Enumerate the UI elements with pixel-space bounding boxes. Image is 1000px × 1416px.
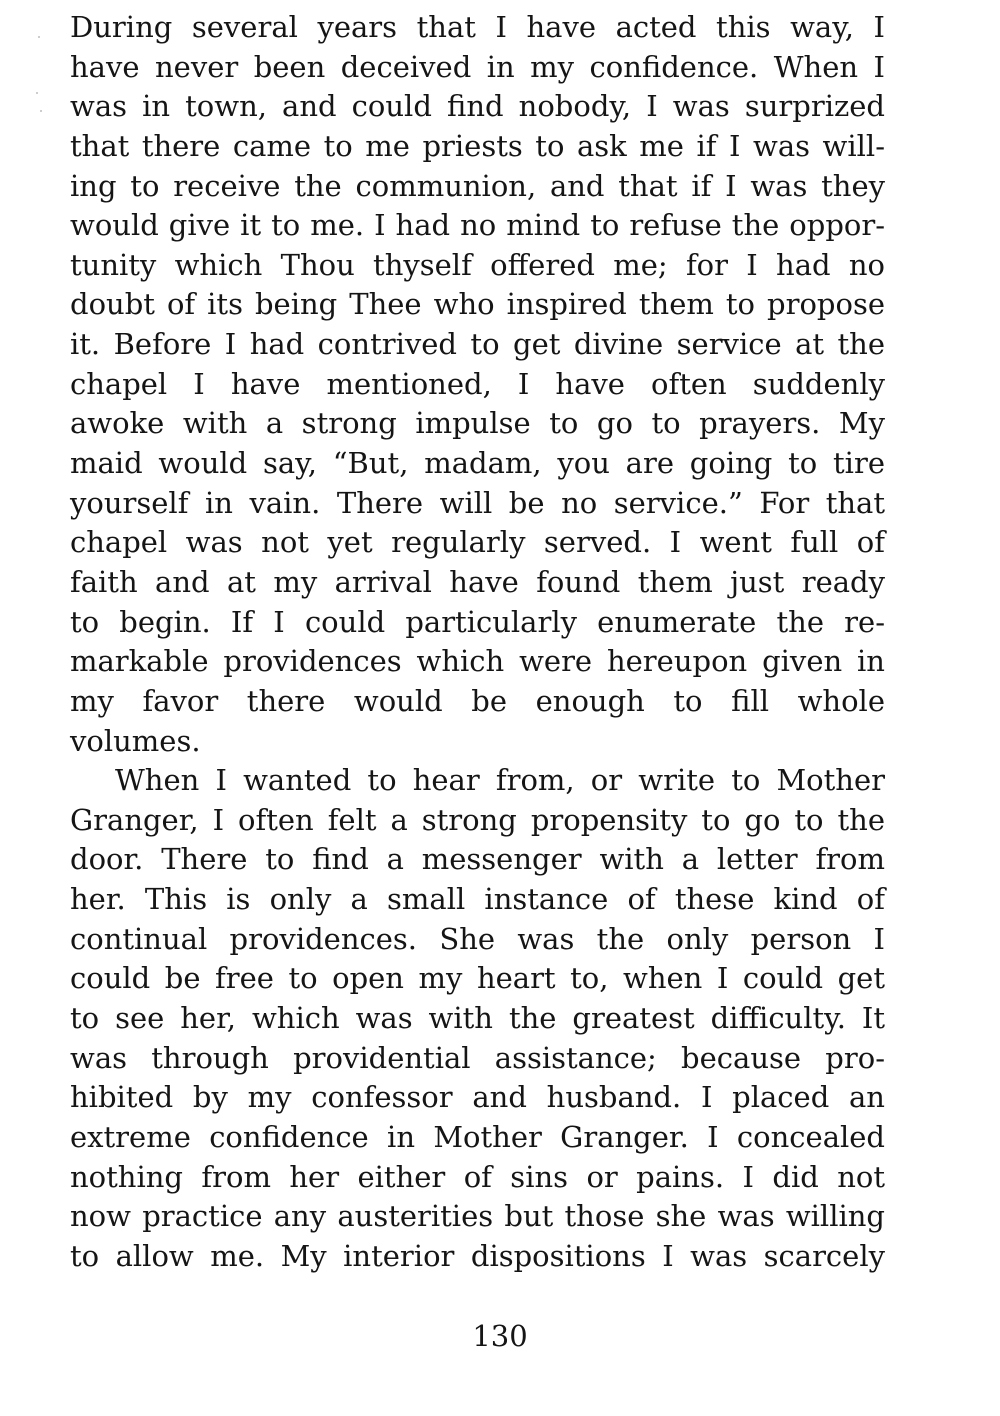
scan-speck: [36, 92, 38, 94]
text-line: could be free to open my heart to, when I could get: [70, 961, 885, 996]
text-line: her. This is only a small instance of these kind of: [70, 882, 885, 917]
text-line: door. There to find a messenger with a letter from: [70, 842, 885, 877]
scan-speck: [40, 110, 42, 112]
text-line: faith and at my arrival have found them just ready: [70, 564, 885, 599]
text-line: have never been deceived in my confidence. When I: [70, 49, 885, 84]
text-line: When I wanted to hear from, or write to Mother: [115, 763, 885, 798]
text-line: it. Before I had contrived to get divine service at the: [70, 327, 885, 362]
text-line: to allow me. My interior dispositions I was scarcely: [70, 1238, 885, 1273]
text-line: was through providential assistance; because pro-: [70, 1040, 885, 1075]
text-line: doubt of its being Thee who inspired them to propose: [70, 287, 885, 322]
text-line: maid would say, “But, madam, you are going to tire: [70, 446, 885, 481]
text-line: ing to receive the communion, and that if I was they: [70, 168, 885, 203]
text-line: that there came to me priests to ask me if I was will-: [70, 128, 885, 163]
text-line: hibited by my confessor and husband. I placed an: [70, 1080, 885, 1115]
text-line: to see her, which was with the greatest difficulty. It: [70, 1001, 885, 1036]
text-line: extreme confidence in Mother Granger. I concealed: [70, 1119, 885, 1154]
text-line: markable providences which were hereupon given in: [70, 644, 885, 679]
text-line: would give it to me. I had no mind to refuse the oppor-: [70, 208, 885, 243]
text-line: chapel was not yet regularly served. I went full of: [70, 525, 885, 560]
text-line: yourself in vain. There will be no service.” For that: [70, 485, 885, 520]
scan-speck: [38, 36, 40, 38]
text-line: During several years that I have acted this way, I: [70, 10, 885, 44]
text-line: nothing from her either of sins or pains. I did not: [70, 1159, 885, 1194]
page-number: 130: [472, 1319, 528, 1353]
text-line: Granger, I often felt a strong propensity to go to the: [70, 802, 885, 837]
text-line: to begin. If I could particularly enumerate the re-: [70, 604, 885, 639]
text-line: was in town, and could find nobody, I was surprized: [70, 89, 885, 124]
text-line: awoke with a strong impulse to go to prayers. My: [70, 406, 885, 441]
text-line: volumes.: [70, 723, 201, 758]
text-line: tunity which Thou thyself offered me; for I had no: [70, 247, 885, 282]
text-line: continual providences. She was the only person I: [70, 921, 885, 956]
body-text: [70, 8, 885, 1277]
text-line: chapel I have mentioned, I have often suddenly: [70, 366, 885, 401]
text-line: my favor there would be enough to fill whole: [70, 683, 885, 718]
text-line: now practice any austerities but those she was willing: [70, 1199, 885, 1234]
